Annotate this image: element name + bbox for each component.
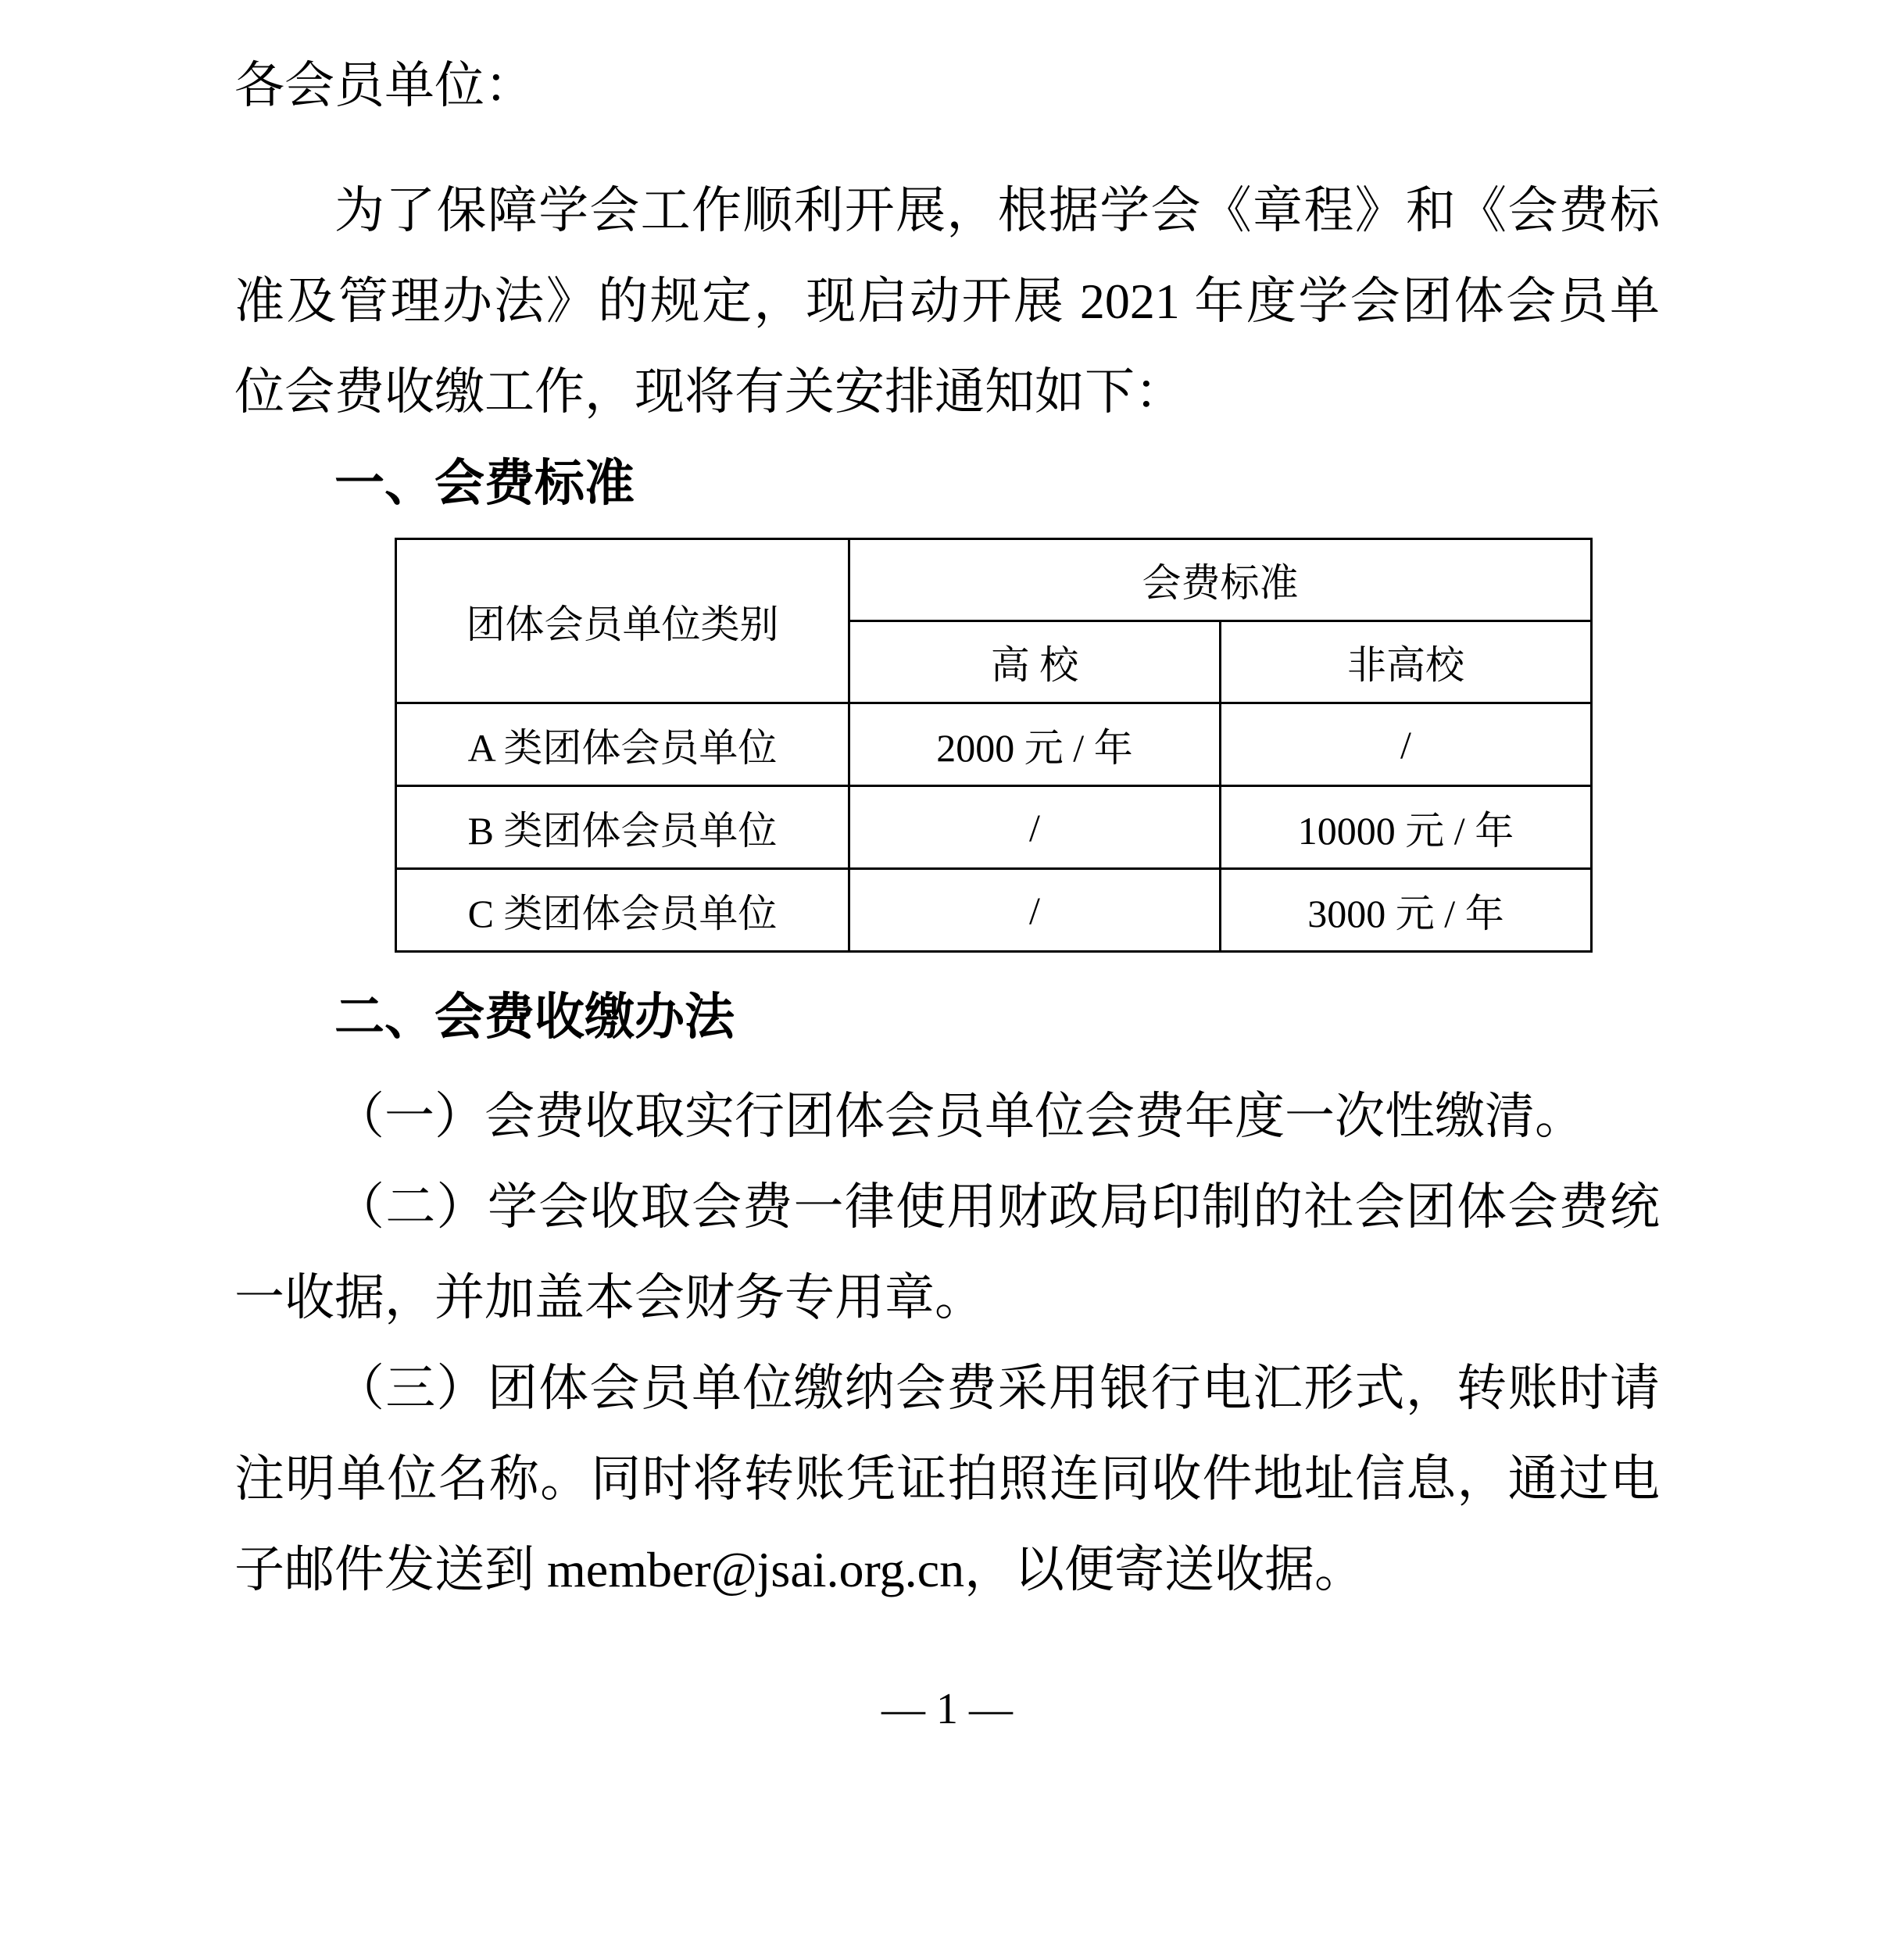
payment-item-1-line-1: （一）会费收取实行团体会员单位会费年度一次性缴清。 xyxy=(334,1089,1585,1144)
section-2-heading: 二、会费收缴办法 xyxy=(334,989,735,1045)
payment-item-2 xyxy=(234,1162,1660,1343)
fee-table-non-college-header-cell: 非高校 xyxy=(1221,621,1592,703)
intro-line-3: 位会费收缴工作，现将有关安排通知如下： xyxy=(234,364,1185,420)
section-1-heading: 一、会费标准 xyxy=(334,455,635,511)
page-footer xyxy=(234,1678,1660,1740)
payment-item-3-line-3-prefix: 子邮件发送到 xyxy=(234,1542,547,1597)
payment-item-2-line-2: 一收据，并加盖本会财务专用章。 xyxy=(234,1270,985,1325)
row-b-non-college-fee-cell: 10000 元 / 年 xyxy=(1221,786,1592,869)
payment-item-3 xyxy=(234,1343,1660,1615)
fee-table-row-b xyxy=(396,786,1592,869)
row-a-category-cell: A 类团体会员单位 xyxy=(396,703,849,786)
page-number: — 1 — xyxy=(881,1685,1013,1733)
payment-item-3-line-3-suffix: ，以便寄送收据。 xyxy=(964,1542,1365,1597)
fee-table-college-header-cell: 高 校 xyxy=(849,621,1221,703)
row-c-non-college-fee-cell: 3000 元 / 年 xyxy=(1221,869,1592,952)
fee-table-category-header-cell: 团体会员单位类别 xyxy=(396,539,849,703)
fee-table xyxy=(395,538,1593,953)
row-b-college-fee-cell: / xyxy=(849,786,1221,869)
payment-item-2-line-1: （二）学会收取会费一律使用财政局印制的社会团体会费统 xyxy=(334,1179,1660,1235)
row-c-category-cell: C 类团体会员单位 xyxy=(396,869,849,952)
intro-line-2: 准及管理办法》的规定，现启动开展 2021 年度学会团体会员单 xyxy=(234,274,1660,329)
fee-table-row-a xyxy=(396,703,1592,786)
fee-table-header-row-1 xyxy=(396,539,1592,621)
payment-item-3-line-3 xyxy=(234,1525,1660,1615)
row-b-category-cell: B 类团体会员单位 xyxy=(396,786,849,869)
fee-table-row-c xyxy=(396,869,1592,952)
payment-item-1 xyxy=(234,1071,1660,1162)
payment-item-3-line-1: （三）团体会员单位缴纳会费采用银行电汇形式，转账时请 xyxy=(334,1361,1660,1416)
email-address: member@jsai.org.cn xyxy=(547,1542,965,1597)
payment-item-3-line-2: 注明单位名称。同时将转账凭证拍照连同收件地址信息，通过电 xyxy=(234,1451,1660,1507)
row-a-college-fee-cell: 2000 元 / 年 xyxy=(849,703,1221,786)
row-a-non-college-fee-cell: / xyxy=(1221,703,1592,786)
fee-table-fee-standard-header-cell: 会费标准 xyxy=(849,539,1592,621)
salutation: 各会员单位： xyxy=(234,58,535,113)
row-c-college-fee-cell: / xyxy=(849,869,1221,952)
intro-paragraph xyxy=(234,166,1660,438)
intro-line-1: 为了保障学会工作顺利开展，根据学会《章程》和《会费标 xyxy=(334,183,1660,238)
